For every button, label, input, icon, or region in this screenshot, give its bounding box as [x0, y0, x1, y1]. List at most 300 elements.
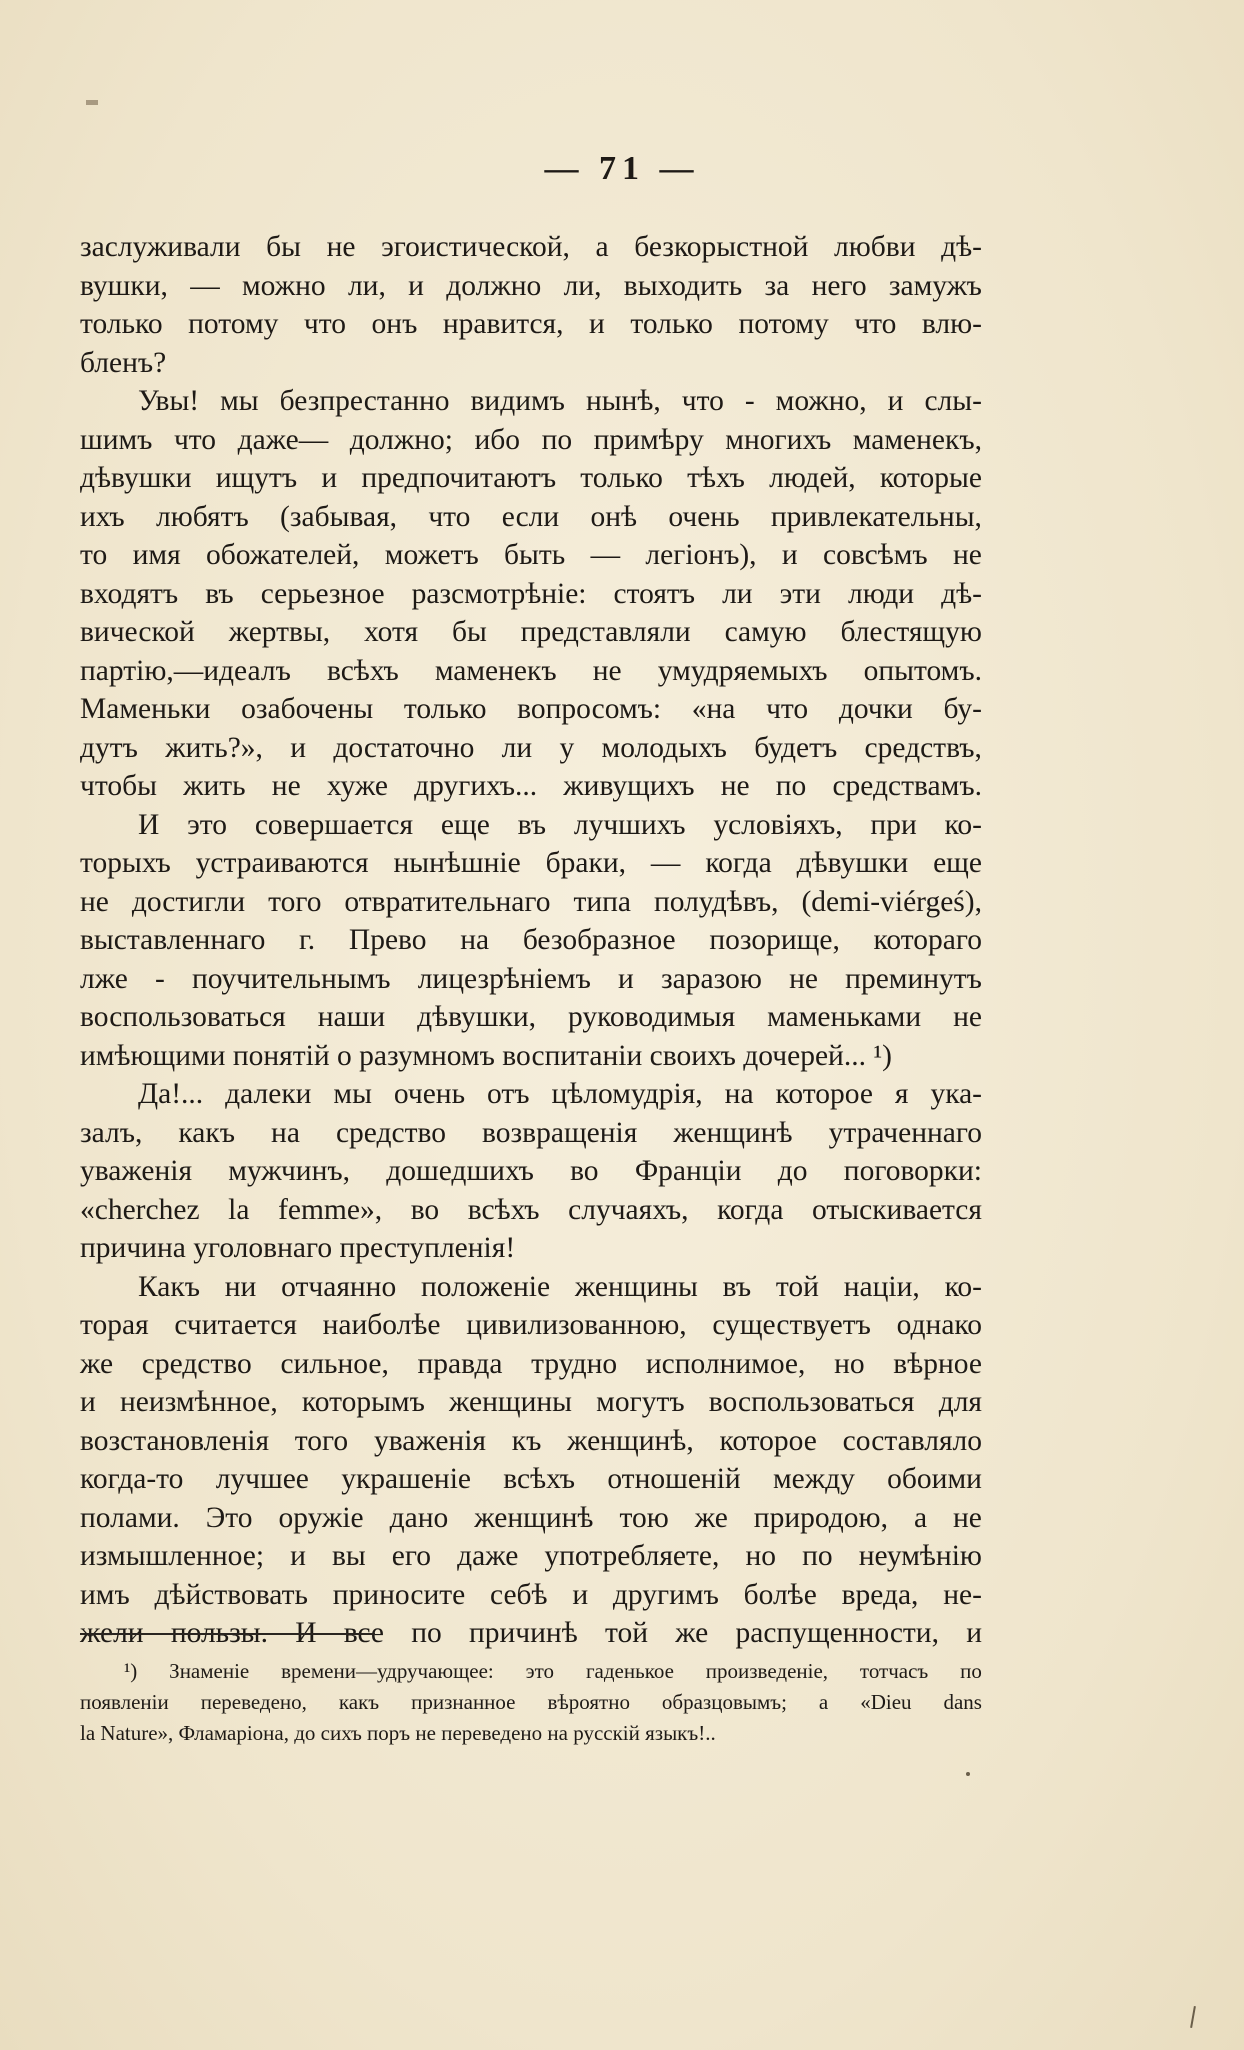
word: эти: [779, 577, 821, 610]
word: людей,: [769, 462, 856, 494]
word: по: [411, 1617, 442, 1649]
word: выставленнаго: [80, 924, 266, 956]
word: и: [572, 1578, 589, 1611]
word: дѣйствовать: [154, 1578, 308, 1611]
word: лучшихъ: [573, 808, 686, 841]
word: полами.: [80, 1501, 180, 1534]
word: и: [290, 731, 307, 764]
word: дутъ: [80, 731, 138, 764]
word: тотчасъ: [859, 1659, 929, 1683]
word: выходить: [623, 269, 743, 302]
word: жертвы,: [228, 616, 331, 648]
text-line: [80, 613, 982, 652]
word: отвратительнаго: [344, 885, 551, 918]
word: же: [694, 1501, 728, 1534]
word: не-: [943, 1578, 982, 1611]
word: на: [460, 924, 490, 956]
text-line: [80, 1460, 982, 1499]
word: ибо: [474, 423, 521, 456]
word: —: [190, 269, 220, 302]
word: того: [294, 1424, 349, 1457]
text-line: [80, 228, 982, 267]
word: только: [580, 462, 663, 494]
word: потому: [738, 308, 829, 340]
word: можно: [242, 269, 326, 302]
word: ли: [722, 577, 753, 610]
word: всѣхъ: [503, 1463, 576, 1495]
word: озабочены: [241, 693, 374, 725]
word: гаденькое: [585, 1659, 674, 1683]
text-line: [80, 421, 982, 460]
word: залъ,: [80, 1116, 143, 1149]
word: хотя: [364, 616, 419, 648]
word: не: [953, 1001, 982, 1033]
word: что: [766, 693, 809, 725]
word: люди: [848, 577, 915, 610]
word: потому: [188, 308, 279, 340]
word: предпочитаютъ: [361, 462, 557, 494]
word: Какъ: [138, 1270, 200, 1303]
word: любятъ: [155, 500, 249, 533]
word: слы-: [924, 385, 982, 417]
word: femme»,: [278, 1193, 383, 1226]
word: Франціи: [634, 1155, 742, 1187]
text-line: [80, 498, 982, 537]
word: вы: [331, 1540, 366, 1572]
word: безобразное: [522, 924, 676, 956]
text-line: [80, 575, 982, 614]
word: только: [80, 308, 163, 340]
word: самую: [724, 616, 807, 648]
word: -: [155, 962, 165, 995]
word: вической: [80, 616, 195, 648]
text-line: [80, 1306, 982, 1345]
word: а: [818, 1690, 829, 1714]
word: обоими: [887, 1463, 982, 1495]
word: какъ: [338, 1690, 380, 1714]
word: и: [589, 308, 605, 340]
word: украшеніе: [341, 1463, 471, 1495]
word: И: [295, 1617, 317, 1649]
word: опытомъ.: [863, 654, 982, 687]
word: времени—удручающее:: [281, 1659, 494, 1683]
word: дочки: [838, 693, 913, 725]
text-line: бленъ?: [80, 346, 167, 379]
word: заразою: [661, 962, 762, 995]
word: до: [777, 1155, 808, 1187]
word: замужъ: [888, 269, 982, 302]
word: другихъ...: [414, 770, 538, 802]
word: «Dieu: [860, 1690, 912, 1714]
word: будетъ: [754, 731, 838, 764]
word: Маменьки: [80, 693, 211, 725]
word: утраченнаго: [828, 1116, 982, 1149]
footnote-line: [80, 1656, 982, 1687]
word: считается: [174, 1309, 297, 1341]
word: тою: [619, 1501, 669, 1534]
text-line: [80, 998, 982, 1037]
footnote-rule: [80, 1633, 375, 1635]
text-line: имѣющими понятій о разумномъ воспитаніи своихъ дочерей... ¹): [80, 1039, 892, 1072]
word: у: [559, 731, 575, 764]
text-line: [80, 305, 982, 344]
word: женщины: [574, 1270, 698, 1303]
word: женщинѣ,: [567, 1424, 694, 1457]
text-line: [80, 536, 982, 575]
text-line: [80, 459, 982, 498]
text-line: [80, 729, 982, 768]
word: средство: [335, 1116, 446, 1149]
word: неумѣнію: [858, 1540, 982, 1572]
word: тѣхъ: [687, 462, 745, 494]
word: дѣвушки: [796, 847, 909, 879]
word: легіонъ),: [645, 539, 757, 571]
word: цѣломудрія,: [551, 1078, 703, 1110]
word: но: [745, 1540, 777, 1572]
word: даже—: [237, 423, 329, 456]
word: не: [789, 962, 818, 995]
text-line: [80, 690, 982, 729]
word: вушки,: [80, 269, 168, 302]
word: средствъ,: [864, 731, 982, 764]
word: отъ: [487, 1078, 530, 1110]
text-line: [80, 1191, 982, 1230]
word: полудѣвъ,: [653, 885, 779, 918]
text-line: [80, 1345, 982, 1384]
word: очень: [393, 1078, 466, 1110]
word: причинѣ: [468, 1617, 578, 1649]
word: а: [913, 1501, 928, 1534]
word: еще: [933, 847, 982, 879]
word: живущихъ: [563, 770, 695, 802]
word: поговорки:: [843, 1155, 982, 1187]
word: другимъ: [612, 1578, 719, 1611]
word: по: [541, 423, 573, 456]
text-line: [80, 1576, 982, 1615]
word: маменекъ: [434, 654, 557, 687]
word: нынѣшніе: [393, 847, 521, 879]
word: образцовымъ;: [661, 1690, 787, 1714]
word: той: [604, 1617, 648, 1649]
word: не: [271, 770, 301, 802]
word: въ: [517, 808, 547, 841]
word: дано: [389, 1501, 449, 1534]
word: чтобы: [80, 770, 157, 802]
word: но: [834, 1347, 865, 1380]
word: ко-: [944, 1270, 982, 1303]
text-line: [80, 1075, 982, 1114]
word: можетъ: [384, 539, 479, 571]
word: —: [590, 539, 621, 571]
word: на: [724, 1078, 754, 1110]
word: что: [428, 500, 471, 533]
word: цивилизованною,: [466, 1309, 687, 1341]
footnote-line: la Nature», Фламаріона, до сихъ поръ не переведено на русскій языкъ!..: [80, 1721, 716, 1745]
word: во: [570, 1155, 599, 1187]
text-line: [80, 1268, 982, 1307]
word: вреда,: [841, 1578, 919, 1611]
word: всѣхъ: [467, 1193, 540, 1226]
word: входятъ: [80, 577, 179, 610]
word: вопросомъ:: [517, 693, 662, 725]
word: вѣроятно: [547, 1690, 630, 1714]
word: природою,: [753, 1501, 888, 1534]
word: онѣ: [590, 500, 638, 533]
word: позорище,: [709, 924, 840, 956]
text-line: [80, 883, 982, 922]
word: могутъ: [596, 1386, 685, 1418]
word: совершается: [254, 808, 414, 841]
word: средство: [141, 1347, 252, 1380]
print-mark: [1190, 2006, 1196, 2028]
word: ко-: [944, 808, 982, 841]
word: онъ: [371, 308, 418, 340]
word: стоятъ: [613, 577, 696, 610]
word: не: [953, 1501, 982, 1534]
word: неизмѣнное,: [119, 1386, 278, 1418]
word: воспользоваться: [80, 1001, 286, 1033]
word: г.: [299, 924, 316, 956]
word: мы: [220, 385, 259, 417]
footnote: [80, 1656, 982, 1749]
word: ихъ: [80, 500, 125, 533]
word: же: [675, 1617, 709, 1649]
word: появленіи: [80, 1690, 169, 1714]
word: только: [630, 308, 713, 340]
word: -: [744, 385, 755, 417]
word: Прево: [348, 924, 427, 956]
word: и: [80, 1386, 96, 1418]
word: быть: [504, 539, 566, 571]
word: вѣрное: [893, 1347, 982, 1380]
word: можно,: [775, 385, 867, 417]
word: жить: [183, 770, 246, 802]
word: распущенности,: [735, 1617, 939, 1649]
word: всѣхъ: [326, 654, 399, 687]
word: составляло: [842, 1424, 982, 1457]
word: женщинѣ: [474, 1501, 594, 1534]
word: въ: [205, 577, 234, 610]
print-mark: [86, 100, 98, 105]
text-line: [80, 267, 982, 306]
word: когда: [717, 1193, 784, 1226]
word: нравится,: [442, 308, 564, 340]
word: безкорыстной: [634, 231, 809, 263]
word: однако: [896, 1309, 982, 1341]
word: привлекательны,: [770, 500, 982, 533]
word: ли,: [563, 269, 602, 302]
text-line: [80, 382, 982, 421]
word: себѣ: [489, 1578, 548, 1611]
word: маменьками: [767, 1001, 922, 1033]
word: достаточно: [333, 731, 475, 764]
word: что: [173, 423, 217, 456]
word: которые: [879, 462, 982, 494]
word: умудряемыхъ: [657, 654, 828, 687]
word: жели: [80, 1617, 144, 1649]
text-line: [80, 767, 982, 806]
footnote-line: [80, 1687, 982, 1718]
word: когда-то: [80, 1463, 184, 1495]
word: бы: [451, 616, 487, 648]
word: исполнимое,: [645, 1347, 806, 1380]
word: а: [595, 231, 609, 263]
word: маменекъ,: [852, 423, 982, 456]
text-line: [80, 1499, 982, 1538]
word: же: [80, 1347, 114, 1380]
word: и: [781, 539, 798, 571]
word: возстановленія: [80, 1424, 270, 1457]
word: обожателей,: [205, 539, 360, 571]
word: по: [775, 770, 807, 802]
word: дѣ-: [941, 577, 982, 610]
word: даже: [457, 1540, 519, 1572]
word: ¹): [124, 1659, 138, 1683]
word: бы: [266, 231, 301, 263]
word: по: [960, 1659, 982, 1683]
word: заслуживали: [80, 231, 241, 263]
word: сильное,: [280, 1347, 389, 1380]
word: мужчинъ,: [228, 1155, 350, 1187]
word: трудно: [531, 1347, 618, 1380]
word: которое: [719, 1424, 817, 1457]
word: уваженія: [80, 1155, 193, 1187]
word: за: [764, 269, 790, 302]
word: ищутъ: [215, 462, 298, 494]
word: женщинѣ: [673, 1116, 793, 1149]
word: разсмотрѣніе:: [411, 577, 587, 610]
word: видимъ: [470, 385, 565, 417]
word: партію,—идеалъ: [80, 654, 291, 687]
text-line: [80, 1422, 982, 1461]
word: устраиваются: [195, 847, 369, 879]
word: котораго: [873, 924, 982, 956]
word: существуетъ: [712, 1309, 871, 1341]
print-mark: [966, 1772, 970, 1776]
word: не: [326, 231, 356, 263]
word: совсѣмъ: [823, 539, 928, 571]
word: которымъ: [301, 1386, 425, 1418]
word: что: [303, 308, 347, 340]
word: ли: [501, 731, 533, 764]
word: еще: [440, 808, 490, 841]
word: руководимыя: [567, 1001, 736, 1033]
word: что: [854, 308, 897, 340]
word: правда: [417, 1347, 503, 1380]
word: ука-: [930, 1078, 982, 1110]
word: (забывая,: [280, 500, 398, 533]
word: должно: [446, 269, 542, 302]
word: любви: [834, 231, 916, 263]
word: болѣе: [743, 1578, 817, 1611]
word: Да!...: [138, 1078, 204, 1110]
word: многихъ: [725, 423, 832, 456]
word: «cherchez: [80, 1193, 200, 1226]
word: эгоистической,: [381, 231, 570, 263]
word: женщины: [449, 1386, 572, 1418]
text-line: [80, 921, 982, 960]
word: что: [681, 385, 724, 417]
word: дѣ-: [941, 231, 982, 263]
word: dans: [943, 1690, 982, 1714]
word: и: [887, 385, 904, 417]
word: ли,: [347, 269, 386, 302]
word: дошедшихъ: [386, 1155, 534, 1187]
word: преминутъ: [845, 962, 982, 995]
text-line: [80, 652, 982, 691]
word: это: [187, 808, 228, 841]
word: серьезное: [260, 577, 385, 610]
word: примѣру: [593, 423, 704, 456]
word: имя: [132, 539, 181, 571]
text-line: [80, 844, 982, 883]
word: бу-: [943, 693, 982, 725]
word: достигли: [131, 885, 246, 918]
word: мы: [333, 1078, 372, 1110]
word: не: [80, 885, 109, 918]
text-line: [80, 1537, 982, 1576]
word: его: [391, 1540, 432, 1572]
word: ни: [224, 1270, 257, 1303]
word: торыхъ: [80, 847, 171, 879]
text-line: [80, 1114, 982, 1153]
word: дѣвушки: [80, 462, 192, 494]
word: наиболѣе: [322, 1309, 441, 1341]
word: влю-: [921, 308, 982, 340]
word: я: [894, 1078, 909, 1110]
word: должно;: [349, 423, 453, 456]
word: и: [618, 962, 634, 995]
word: блестящую: [840, 616, 982, 648]
word: отыскивается: [812, 1193, 982, 1226]
word: лучшее: [215, 1463, 309, 1495]
word: далеки: [225, 1078, 312, 1110]
word: (demi-viérgeś),: [801, 885, 982, 918]
word: Это: [205, 1501, 253, 1534]
word: приносите: [332, 1578, 466, 1611]
word: въ: [722, 1270, 752, 1303]
word: не: [953, 539, 982, 571]
word: типа: [573, 885, 632, 918]
word: наши: [317, 1001, 386, 1033]
word: la: [228, 1193, 250, 1226]
word: браки,: [545, 847, 626, 879]
word: измышленное;: [80, 1540, 265, 1572]
word: отчаянно: [281, 1270, 397, 1303]
word: и: [408, 269, 424, 302]
word: для: [938, 1386, 982, 1418]
word: уваженія: [373, 1424, 486, 1457]
word: той: [775, 1270, 819, 1303]
word: возвращенія: [482, 1116, 638, 1149]
word: и: [966, 1617, 982, 1649]
text-line: [80, 960, 982, 999]
word: торая: [80, 1309, 149, 1341]
word: когда: [705, 847, 772, 879]
word: представляли: [520, 616, 691, 648]
word: не: [592, 654, 622, 687]
word: шимъ: [80, 423, 153, 456]
word: все: [343, 1617, 385, 1649]
word: —: [650, 847, 681, 879]
word: только: [403, 693, 487, 725]
word: употребляете,: [544, 1540, 720, 1572]
word: при: [870, 808, 917, 841]
word: произведеніе,: [705, 1659, 829, 1683]
word: переведено,: [200, 1690, 307, 1714]
word: очень: [668, 500, 740, 533]
word: нынѣ,: [585, 385, 661, 417]
